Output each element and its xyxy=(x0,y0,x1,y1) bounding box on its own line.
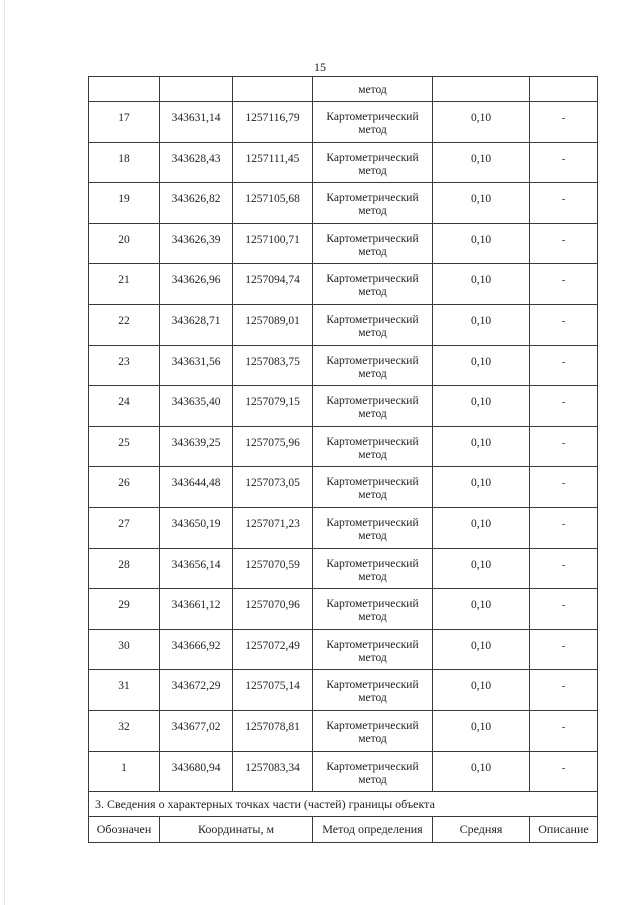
cell-method xyxy=(313,670,433,711)
cell-description: - xyxy=(530,670,598,711)
cell-description: - xyxy=(530,142,598,183)
method-line-1: Картометрический xyxy=(326,638,419,651)
table-row xyxy=(89,751,598,792)
table-row xyxy=(89,426,598,467)
method-line-2: метод xyxy=(358,570,387,583)
cell-method xyxy=(313,386,433,427)
cell-point: 19 xyxy=(89,183,160,224)
cell-description: - xyxy=(530,710,598,751)
cell-x: 343672,29 xyxy=(160,670,233,711)
cell-x: 343628,43 xyxy=(160,142,233,183)
method-line-1: Картометрический xyxy=(326,719,419,732)
method-line-1: Картометрический xyxy=(326,598,419,611)
cell-y: 1257072,49 xyxy=(233,629,313,670)
method-line-1: Картометрический xyxy=(326,760,419,773)
cell-description xyxy=(530,77,598,102)
cell-accuracy: 0,10 xyxy=(433,386,530,427)
cell-accuracy: 0,10 xyxy=(433,183,530,224)
cell-point: 24 xyxy=(89,386,160,427)
method-line-1: Картометрический xyxy=(326,313,419,326)
table-row xyxy=(89,710,598,751)
cell-description: - xyxy=(530,223,598,264)
table-row xyxy=(89,304,598,345)
cell-description: - xyxy=(530,548,598,589)
section-3-header-row xyxy=(89,817,598,843)
method-line-1: Картометрический xyxy=(326,232,419,245)
cell-y: 1257083,75 xyxy=(233,345,313,386)
method-line-2: метод xyxy=(358,448,387,461)
cell-accuracy: 0,10 xyxy=(433,507,530,548)
cell-accuracy: 0,10 xyxy=(433,426,530,467)
header-designation: Обозначен xyxy=(89,817,160,843)
method-line-2: метод xyxy=(358,529,387,542)
cell-x: 343666,92 xyxy=(160,629,233,670)
table-row xyxy=(89,142,598,183)
cell-description: - xyxy=(530,507,598,548)
cell-y: 1257100,71 xyxy=(233,223,313,264)
cell-method xyxy=(313,589,433,630)
table-row xyxy=(89,264,598,305)
method-line-1: Картометрический xyxy=(326,435,419,448)
cell-x: 343628,71 xyxy=(160,304,233,345)
cell-y: 1257070,59 xyxy=(233,548,313,589)
cell-y: 1257073,05 xyxy=(233,467,313,508)
method-line-2: метод xyxy=(358,489,387,502)
cell-x: 343631,56 xyxy=(160,345,233,386)
method-line-2: метод xyxy=(358,692,387,705)
table-row xyxy=(89,345,598,386)
cell-y: 1257094,74 xyxy=(233,264,313,305)
cell-method xyxy=(313,304,433,345)
header-coordinates: Координаты, м xyxy=(160,817,313,843)
cell-accuracy: 0,10 xyxy=(433,670,530,711)
cell-point: 30 xyxy=(89,629,160,670)
cell-point: 17 xyxy=(89,102,160,143)
cell-y: 1257075,96 xyxy=(233,426,313,467)
cell-x: 343626,82 xyxy=(160,183,233,224)
method-line-2: метод xyxy=(358,205,387,218)
cell-method xyxy=(313,629,433,670)
cell-y: 1257070,96 xyxy=(233,589,313,630)
cell-description: - xyxy=(530,467,598,508)
cell-x: 343661,12 xyxy=(160,589,233,630)
method-line-2: метод xyxy=(358,773,387,786)
method-line-1: Картометрический xyxy=(326,395,419,408)
cell-accuracy: 0,10 xyxy=(433,589,530,630)
cell-method xyxy=(313,426,433,467)
cell-accuracy: 0,10 xyxy=(433,264,530,305)
header-accuracy: Средняя xyxy=(433,817,530,843)
cell-accuracy: 0,10 xyxy=(433,751,530,792)
method-line-2: метод xyxy=(358,124,387,136)
continuation-row xyxy=(89,77,598,102)
header-method: Метод определения xyxy=(313,817,433,843)
method-line-2: метод xyxy=(358,326,387,339)
cell-point: 29 xyxy=(89,589,160,630)
table-row xyxy=(89,589,598,630)
cell-y: 1257079,15 xyxy=(233,386,313,427)
cell-method xyxy=(313,751,433,792)
cell-accuracy: 0,10 xyxy=(433,345,530,386)
cell-y: 1257071,23 xyxy=(233,507,313,548)
cell-x xyxy=(160,77,233,102)
table-row xyxy=(89,629,598,670)
method-line-2: метод xyxy=(358,732,387,745)
cell-point: 22 xyxy=(89,304,160,345)
section-3-row xyxy=(89,792,598,817)
cell-y: 1257111,45 xyxy=(233,142,313,183)
cell-description: - xyxy=(530,589,598,630)
table-row xyxy=(89,183,598,224)
cell-x: 343626,39 xyxy=(160,223,233,264)
cell-method xyxy=(313,548,433,589)
cell-method xyxy=(313,710,433,751)
cell-method xyxy=(313,142,433,183)
table-row xyxy=(89,102,598,143)
table-row xyxy=(89,548,598,589)
method-line-2: метод xyxy=(358,367,387,380)
method-line-2: метод xyxy=(358,245,387,258)
cell-point: 32 xyxy=(89,710,160,751)
cell-description: - xyxy=(530,304,598,345)
cell-method: метод xyxy=(313,77,433,102)
cell-method xyxy=(313,264,433,305)
section-3-title: 3. Сведения о характерных точках части (частей) границы объекта xyxy=(89,792,598,817)
cell-y: 1257075,14 xyxy=(233,670,313,711)
cell-x: 343631,14 xyxy=(160,102,233,143)
scan-left-edge xyxy=(4,0,5,905)
cell-accuracy: 0,10 xyxy=(433,629,530,670)
cell-method xyxy=(313,507,433,548)
cell-x: 343677,02 xyxy=(160,710,233,751)
cell-x: 343650,19 xyxy=(160,507,233,548)
cell-x: 343656,14 xyxy=(160,548,233,589)
table-row xyxy=(89,467,598,508)
method-line-1: Картометрический xyxy=(326,151,419,164)
cell-accuracy: 0,10 xyxy=(433,142,530,183)
cell-point: 31 xyxy=(89,670,160,711)
cell-method xyxy=(313,345,433,386)
header-description: Описание xyxy=(530,817,598,843)
cell-accuracy: 0,10 xyxy=(433,467,530,508)
cell-accuracy: 0,10 xyxy=(433,102,530,143)
page-number: 15 xyxy=(314,60,326,74)
cell-method xyxy=(313,102,433,143)
cell-point: 28 xyxy=(89,548,160,589)
cell-method xyxy=(313,467,433,508)
cell-y: 1257116,79 xyxy=(233,102,313,143)
method-line-1: Картометрический xyxy=(326,111,419,123)
cell-y xyxy=(233,77,313,102)
cell-description: - xyxy=(530,102,598,143)
cell-method xyxy=(313,183,433,224)
cell-point: 23 xyxy=(89,345,160,386)
cell-description: - xyxy=(530,629,598,670)
method-line-1: Картометрический xyxy=(326,679,419,692)
cell-description: - xyxy=(530,751,598,792)
table-row xyxy=(89,223,598,264)
cell-x: 343626,96 xyxy=(160,264,233,305)
cell-accuracy: 0,10 xyxy=(433,710,530,751)
table-row xyxy=(89,507,598,548)
cell-y: 1257105,68 xyxy=(233,183,313,224)
cell-x: 343644,48 xyxy=(160,467,233,508)
method-line-2: метод xyxy=(358,651,387,664)
cell-accuracy: 0,10 xyxy=(433,548,530,589)
cell-accuracy: 0,10 xyxy=(433,304,530,345)
cell-point: 21 xyxy=(89,264,160,305)
cell-x: 343639,25 xyxy=(160,426,233,467)
method-line-1: Картометрический xyxy=(326,557,419,570)
method-line-2: метод xyxy=(358,286,387,299)
method-line-1: Картометрический xyxy=(326,273,419,286)
table-row xyxy=(89,386,598,427)
method-line-1: Картометрический xyxy=(326,354,419,367)
cell-x: 343680,94 xyxy=(160,751,233,792)
cell-point: 26 xyxy=(89,467,160,508)
cell-accuracy xyxy=(433,77,530,102)
cell-description: - xyxy=(530,183,598,224)
method-line-1: Картометрический xyxy=(326,516,419,529)
cell-description: - xyxy=(530,426,598,467)
method-line-2: метод xyxy=(358,164,387,177)
cell-point: 25 xyxy=(89,426,160,467)
cell-accuracy: 0,10 xyxy=(433,223,530,264)
cell-point: 18 xyxy=(89,142,160,183)
cell-description: - xyxy=(530,386,598,427)
cell-y: 1257078,81 xyxy=(233,710,313,751)
method-line-2: метод xyxy=(358,408,387,421)
cell-method xyxy=(313,223,433,264)
cell-x: 343635,40 xyxy=(160,386,233,427)
method-line-1: Картометрический xyxy=(326,192,419,205)
table-row xyxy=(89,670,598,711)
cell-description: - xyxy=(530,264,598,305)
cell-point: 20 xyxy=(89,223,160,264)
cell-point: 27 xyxy=(89,507,160,548)
method-line-2: метод xyxy=(358,611,387,624)
cell-y: 1257089,01 xyxy=(233,304,313,345)
cell-point xyxy=(89,77,160,102)
cell-y: 1257083,34 xyxy=(233,751,313,792)
boundary-points-table xyxy=(88,76,598,843)
cell-description: - xyxy=(530,345,598,386)
cell-point: 1 xyxy=(89,751,160,792)
method-line-1: Картометрический xyxy=(326,476,419,489)
